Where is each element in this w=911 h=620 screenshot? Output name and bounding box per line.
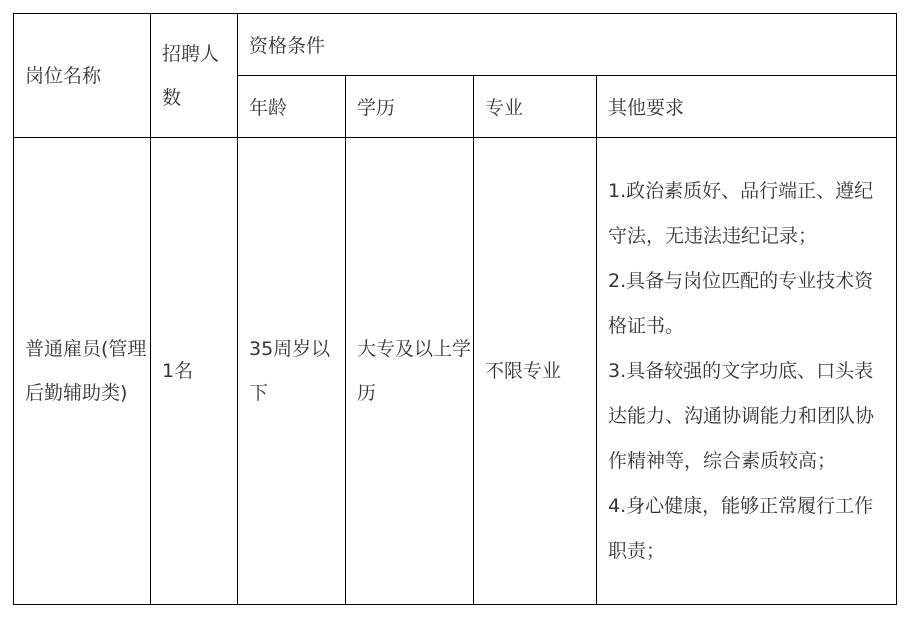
cell-education: 大专及以上学历 bbox=[346, 138, 474, 605]
requirement-item: 3.具备较强的文字功底、口头表达能力、沟通协调能力和团队协作精神等，综合素质较高； bbox=[608, 359, 875, 472]
table-row bbox=[14, 138, 897, 605]
header-age: 年龄 bbox=[238, 76, 346, 138]
recruitment-table bbox=[13, 13, 897, 605]
cell-recruit-count: 1名 bbox=[151, 138, 238, 605]
cell-age: 35周岁以下 bbox=[238, 138, 346, 605]
requirement-item: 4.身心健康，能够正常履行工作职责； bbox=[608, 494, 874, 562]
header-education: 学历 bbox=[346, 76, 474, 138]
header-qualifications: 资格条件 bbox=[238, 14, 897, 76]
cell-post-name: 普通雇员(管理后勤辅助类) bbox=[14, 138, 151, 605]
header-post-name: 岗位名称 bbox=[14, 14, 151, 138]
header-other-requirements: 其他要求 bbox=[597, 76, 897, 138]
header-row-1 bbox=[14, 14, 897, 76]
requirement-item: 2.具备与岗位匹配的专业技术资格证书。 bbox=[608, 269, 874, 337]
header-recruit-count: 招聘人数 bbox=[151, 14, 238, 138]
requirement-item: 1.政治素质好、品行端正、遵纪守法，无违法违纪记录； bbox=[608, 179, 874, 247]
header-major: 专业 bbox=[474, 76, 597, 138]
cell-other-requirements bbox=[597, 138, 897, 605]
cell-major: 不限专业 bbox=[474, 138, 597, 605]
